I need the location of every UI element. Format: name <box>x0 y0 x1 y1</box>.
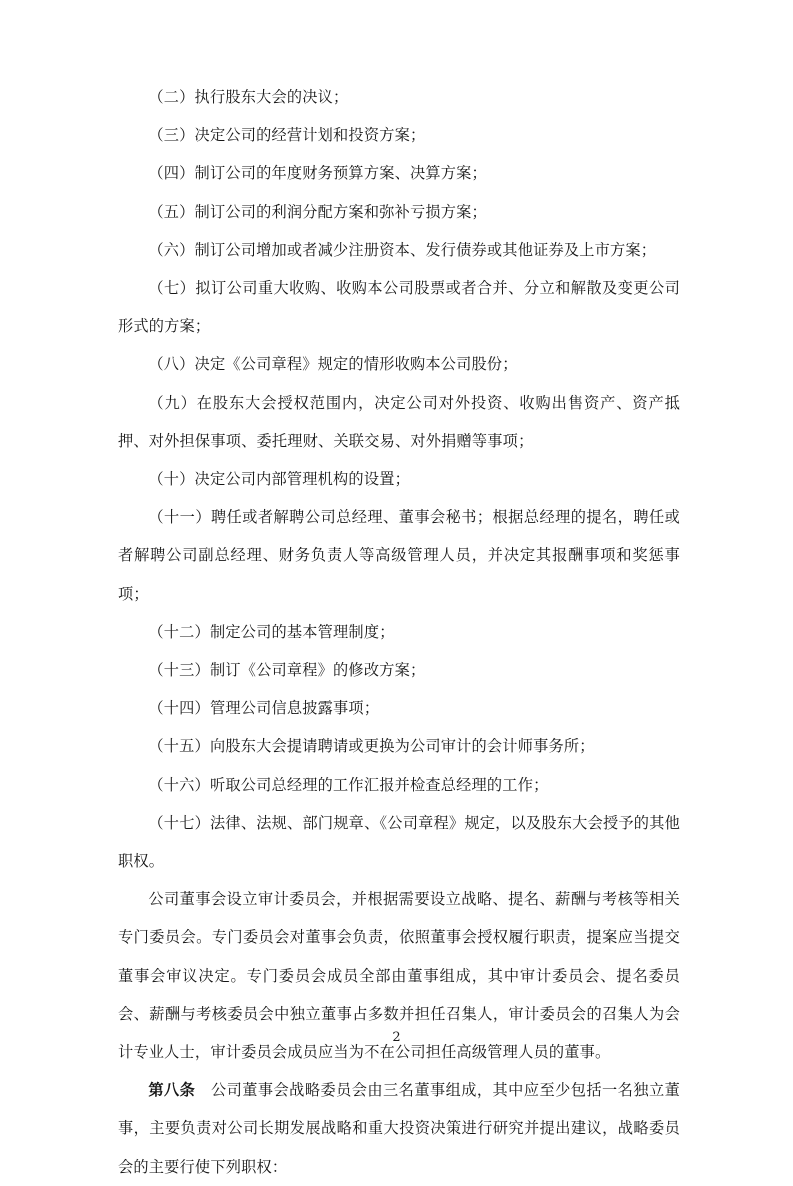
paragraph: （五）制订公司的利润分配方案和弥补亏损方案； <box>148 202 487 221</box>
paragraph: （四）制订公司的年度财务预算方案、决算方案； <box>148 164 487 183</box>
paragraph: （七）拟订公司重大收购、收购本公司股票或者合并、分立和解散及变更公司形式的方案； <box>118 279 680 336</box>
paragraph: （九）在股东大会授权范围内，决定公司对外投资、收购出售资产、资产抵押、对外担保事项、委托理财、关联交易、对外捐赠等事项； <box>118 393 680 450</box>
article-number: 第八条 <box>148 1081 211 1100</box>
article-text: 公司董事会战略委员会由三名董事组成，其中应至少包括一名独立董事，主要负责对公司长期发展战略和重大投资决策进行研究并提出建议，战略委员会的主要行使下列职权： <box>118 1081 680 1176</box>
paragraph: （十一）聘任或者解聘公司总经理、董事会秘书；根据总经理的提名，聘任或者解聘公司副总经理、财务负责人等高级管理人员，并决定其报酬事项和奖惩事项； <box>118 508 680 603</box>
paragraph: 公司董事会设立审计委员会，并根据需要设立战略、提名、薪酬与考核等相关专门委员会。专门委员会对董事会负责，依照董事会授权履行职责，提案应当提交董事会审议决定。专门委员会成员全部由董事组成，其中审计委员会、提名委员会、薪酬与考核委员会中独立董事占多数并担任召集人，审计委员会的召集人为会计专业人士，审计委员会成员应当为不在公司担任高级管理人员的董事。 <box>118 890 680 1062</box>
paragraph: （十）决定公司内部管理机构的设置； <box>148 470 410 489</box>
paragraph: （十五）向股东大会提请聘请或更换为公司审计的会计师事务所； <box>148 737 595 756</box>
page-number: 2 <box>392 1030 401 1045</box>
document-body <box>118 78 680 1186</box>
paragraph: （二）执行股东大会的决议； <box>148 88 349 106</box>
paragraph: （十二）制定公司的基本管理制度； <box>148 622 395 641</box>
paragraph: （十七）法律、法规、部门规章、《公司章程》规定，以及股东大会授予的其他职权。 <box>118 813 680 871</box>
paragraph-article-8 <box>118 1071 680 1186</box>
paragraph: （八）决定《公司章程》规定的情形收购本公司股份； <box>148 355 518 374</box>
paragraph: （三）决定公司的经营计划和投资方案； <box>148 126 426 145</box>
paragraph: （六）制订公司增加或者减少注册资本、发行债券或其他证券及上市方案； <box>148 240 657 259</box>
paragraph: （十三）制订《公司章程》的修改方案； <box>148 661 426 680</box>
paragraph: （十六）听取公司总经理的工作汇报并检查总经理的工作； <box>148 775 549 794</box>
paragraph: （十四）管理公司信息披露事项； <box>148 699 380 718</box>
